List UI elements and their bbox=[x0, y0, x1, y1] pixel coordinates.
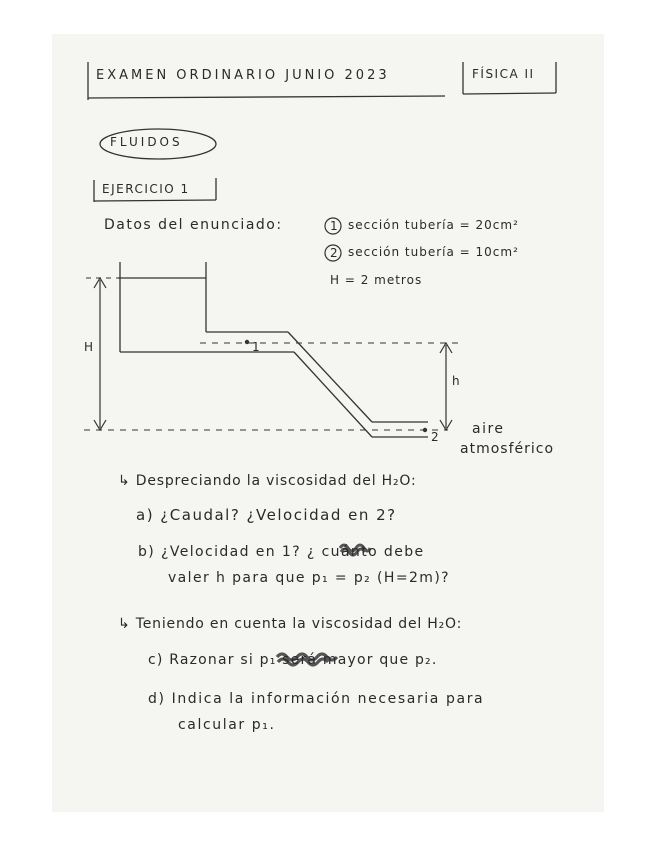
question-b-line1: b) ¿Velocidad en 1? ¿ cuánto debe bbox=[138, 544, 425, 560]
label-point-1: 1 bbox=[252, 340, 261, 354]
subject-box-bottom bbox=[463, 93, 556, 94]
point-1-dot bbox=[245, 340, 249, 344]
part1-intro: ↳ Despreciando la viscosidad del H₂O: bbox=[118, 473, 417, 489]
question-d-line1: d) Indica la información necesaria para bbox=[148, 691, 485, 707]
exercise-label: EJERCICIO 1 bbox=[102, 182, 190, 196]
exam-title: EXAMEN ORDINARIO JUNIO 2023 bbox=[96, 68, 390, 83]
label-point-2: 2 bbox=[431, 430, 440, 444]
question-b-line2: valer h para que p₁ = p₂ (H=2m)? bbox=[168, 570, 451, 586]
point-2-dot bbox=[423, 428, 427, 432]
H-value: H = 2 metros bbox=[330, 273, 423, 287]
label-air: aire bbox=[472, 421, 505, 437]
header-box-underline bbox=[88, 96, 445, 98]
label-h: h bbox=[452, 374, 461, 388]
data-intro: Datos del enunciado: bbox=[104, 217, 283, 233]
subject-label: FÍSICA II bbox=[472, 67, 535, 81]
data-line-2: sección tubería = 10cm² bbox=[348, 245, 519, 259]
part2-intro: ↳ Teniendo en cuenta la viscosidad del H₂O: bbox=[118, 616, 463, 632]
question-c: c) Razonar si p₁ será mayor que p₂. bbox=[148, 652, 438, 668]
data-line-1: sección tubería = 20cm² bbox=[348, 218, 519, 232]
question-d-line2: calcular p₁. bbox=[178, 717, 276, 733]
label-atmospheric: atmosférico bbox=[460, 441, 555, 457]
data-marker-2: 2 bbox=[330, 246, 339, 260]
exercise-box-bottom bbox=[94, 200, 216, 201]
pipe bbox=[288, 332, 428, 437]
label-H: H bbox=[84, 340, 94, 354]
data-marker-1: 1 bbox=[330, 219, 339, 233]
tank bbox=[120, 262, 294, 352]
topic-label: FLUIDOS bbox=[110, 135, 183, 149]
question-a: a) ¿Caudal? ¿Velocidad en 2? bbox=[136, 506, 397, 524]
